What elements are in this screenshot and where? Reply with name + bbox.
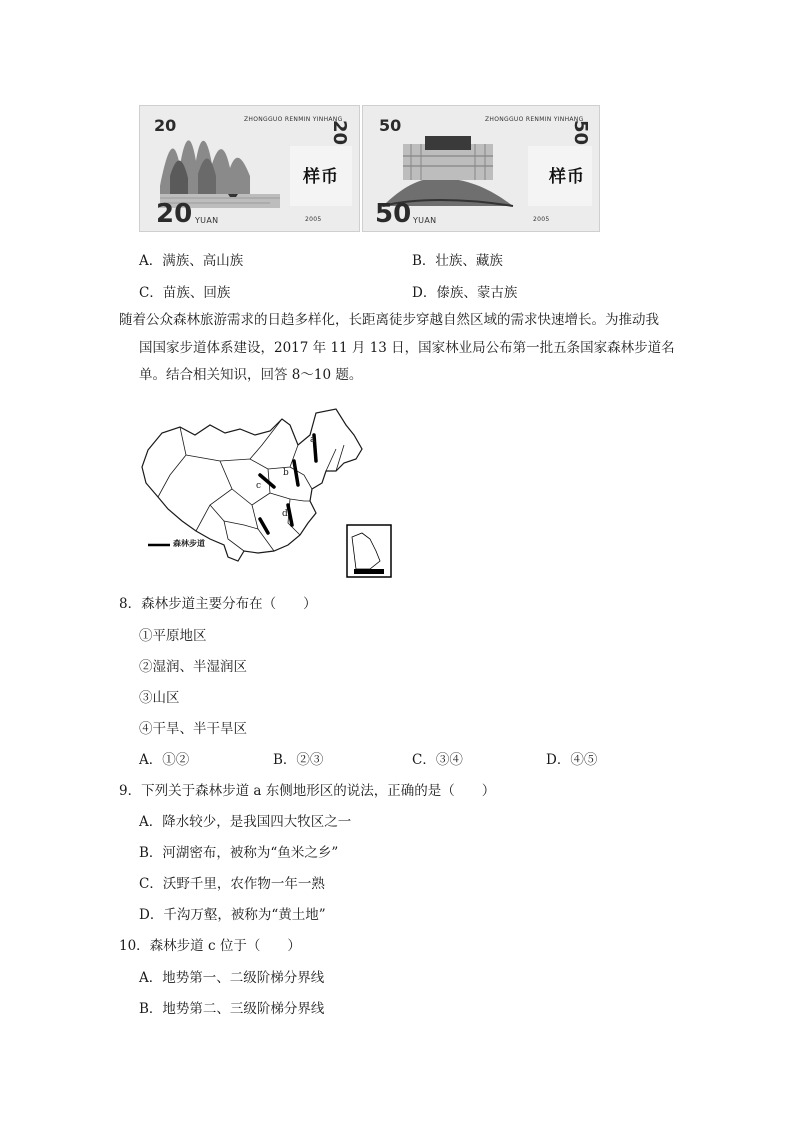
q7-option-c: C．苗族、回族 xyxy=(139,285,231,301)
map-label-b: b xyxy=(283,468,289,478)
banknote-20-corner-top: 20 xyxy=(154,116,177,135)
q9-option-c: C．沃野千里，农作物一年一熟 xyxy=(139,876,325,892)
q9-option-a: A．降水较少，是我国四大牧区之一 xyxy=(139,814,352,830)
q9-option-d: D．千沟万壑，被称为“黄土地” xyxy=(139,907,326,923)
q9-stem: 9．下列关于森林步道 a 东侧地形区的说法，正确的是（ ） xyxy=(119,783,496,799)
passage-line-2: 国国家步道体系建设，2017 年 11 月 13 日，国家林业局公布第一批五条国家森林步道名 xyxy=(139,339,675,356)
banknote-20-sample-mark: 样币 xyxy=(303,167,339,187)
q7-option-d: D．傣族、蒙古族 xyxy=(412,285,518,301)
banknote-20-image xyxy=(139,105,360,232)
q8-item-1: ①平原地区 xyxy=(139,628,207,644)
q8-stem: 8．森林步道主要分布在（ ） xyxy=(119,596,317,612)
passage xyxy=(119,307,679,390)
map-legend-label: 森林步道 xyxy=(173,538,205,548)
banknote-50-bank-name: ZHONGGUO RENMIN YINHANG xyxy=(485,116,584,123)
banknote-20-currency: YUAN xyxy=(195,216,219,225)
banknote-20-bank-name: ZHONGGUO RENMIN YINHANG xyxy=(244,116,343,123)
banknote-20-year: 2005 xyxy=(305,216,322,223)
map-label-c: c xyxy=(256,481,262,491)
q8-item-2: ②湿润、半湿润区 xyxy=(139,659,247,675)
q8-option-b: B．②③ xyxy=(273,752,324,768)
q10-option-b: B．地势第二、三级阶梯分界线 xyxy=(139,1001,325,1017)
q8-item-4: ④干旱、半干旱区 xyxy=(139,721,247,737)
map-label-a: a xyxy=(310,435,316,445)
banknote-50-currency: YUAN xyxy=(413,216,437,225)
banknote-20-corner-bottom: 20 xyxy=(156,199,193,229)
q10-stem: 10．森林步道 c 位于（ ） xyxy=(119,938,301,954)
banknote-50-year: 2005 xyxy=(533,216,550,223)
passage-line-3: 单。结合相关知识，回答 8～10 题。 xyxy=(139,367,363,383)
q9-option-b: B．河湖密布，被称为“鱼米之乡” xyxy=(139,845,339,861)
china-map-figure xyxy=(140,405,395,580)
passage-line-1: 随着公众森林旅游需求的日趋多样化，长距离徒步穿越自然区域的需求快速增长。为推动我 xyxy=(119,312,659,328)
map-label-d: d xyxy=(282,509,288,519)
banknote-50-corner-bottom: 50 xyxy=(375,199,412,229)
q7-option-a: A．满族、高山族 xyxy=(139,253,244,269)
banknote-50-corner-top: 50 xyxy=(379,116,402,135)
banknote-50-sample-mark: 样币 xyxy=(549,167,585,187)
q10-option-a: A．地势第一、二级阶梯分界线 xyxy=(139,970,325,986)
banknote-20-vertical-denomination: 20 xyxy=(329,120,350,146)
q7-option-b: B．壮族、藏族 xyxy=(412,253,503,269)
q8-option-d: D．④⑤ xyxy=(546,752,598,768)
banknote-50-image xyxy=(362,105,600,232)
q8-option-a: A．①② xyxy=(139,752,190,768)
q8-option-c: C．③④ xyxy=(412,752,463,768)
q8-item-3: ③山区 xyxy=(139,690,180,706)
china-outline-map xyxy=(140,405,395,580)
banknote-50-vertical-denomination: 50 xyxy=(570,120,591,146)
